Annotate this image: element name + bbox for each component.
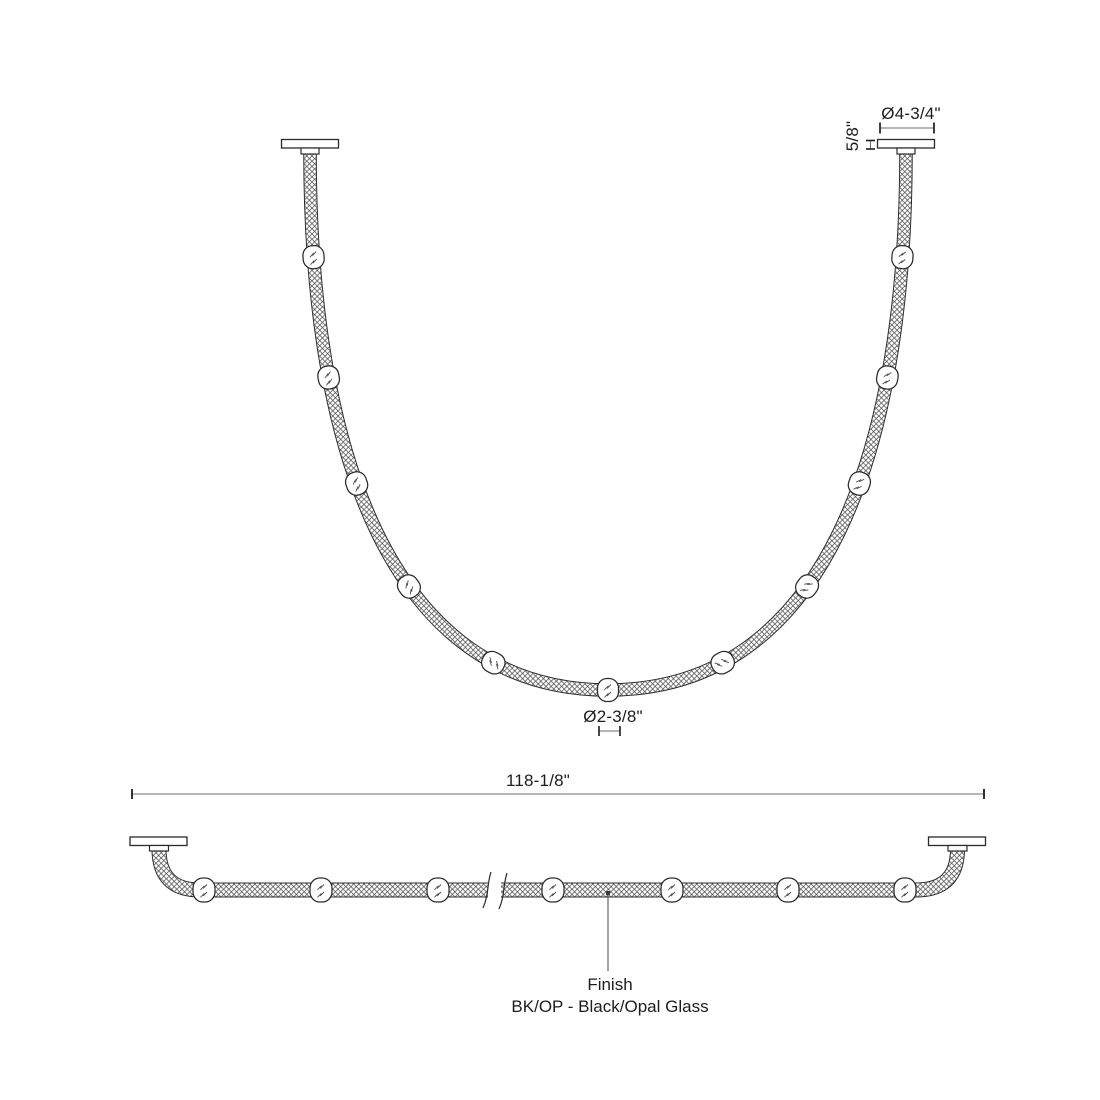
finish-value: BK/OP - Black/Opal Glass (511, 997, 709, 1016)
globe-body (598, 679, 619, 702)
glass-beads-draped (302, 245, 913, 702)
canopy-stem (948, 846, 967, 852)
glass-globe (598, 679, 619, 702)
glass-diameter-label: Ø2-3/8" (583, 707, 643, 726)
canopy-diameter-dimension (880, 104, 941, 134)
glass-globe (891, 245, 914, 269)
canopy-plate (929, 837, 986, 846)
cable-braid-texture (501, 849, 958, 890)
draped-view (282, 104, 941, 736)
globe-body (661, 878, 683, 902)
glass-diameter-dimension (583, 707, 642, 736)
canopy-height-label: 5/8" (843, 120, 862, 152)
overall-length-label: 118-1/8" (505, 771, 571, 790)
cable-outline (310, 153, 906, 690)
canopy-stem (301, 148, 319, 154)
leader-anchor (606, 891, 610, 895)
glass-globe (661, 878, 683, 902)
straight-view (130, 771, 986, 1016)
cable-core (310, 153, 906, 690)
ceiling-canopy-right (878, 140, 935, 155)
glass-globe (777, 878, 799, 902)
ceiling-canopy-right-straight (929, 837, 986, 851)
globe-body (302, 245, 325, 269)
glass-globe (193, 878, 215, 902)
finish-label: Finish (587, 975, 633, 994)
canopy-stem (150, 846, 169, 852)
glass-globe (310, 878, 332, 902)
glass-globe (894, 878, 916, 902)
canopy-height-dimension (843, 121, 875, 151)
globe-body (193, 878, 215, 902)
canopy-plate (878, 140, 935, 149)
braided-cable-draped (310, 153, 906, 690)
canopy-plate (130, 837, 187, 846)
globe-body (310, 878, 332, 902)
ceiling-canopy-left-straight (130, 837, 187, 851)
canopy-diameter-label: Ø4-3/4" (881, 104, 941, 123)
canopy-plate (282, 140, 339, 149)
overall-length-dimension (132, 771, 984, 799)
glass-globe (302, 245, 325, 269)
globe-body (542, 878, 564, 902)
cable-braid-texture (310, 153, 906, 690)
glass-globe (542, 878, 564, 902)
glass-globe (427, 878, 449, 902)
globe-body (427, 878, 449, 902)
globe-body (894, 878, 916, 902)
canopy-stem (897, 148, 915, 154)
globe-body (777, 878, 799, 902)
ceiling-canopy-left (282, 140, 339, 155)
globe-body (891, 245, 914, 269)
finish-callout (511, 891, 708, 1016)
